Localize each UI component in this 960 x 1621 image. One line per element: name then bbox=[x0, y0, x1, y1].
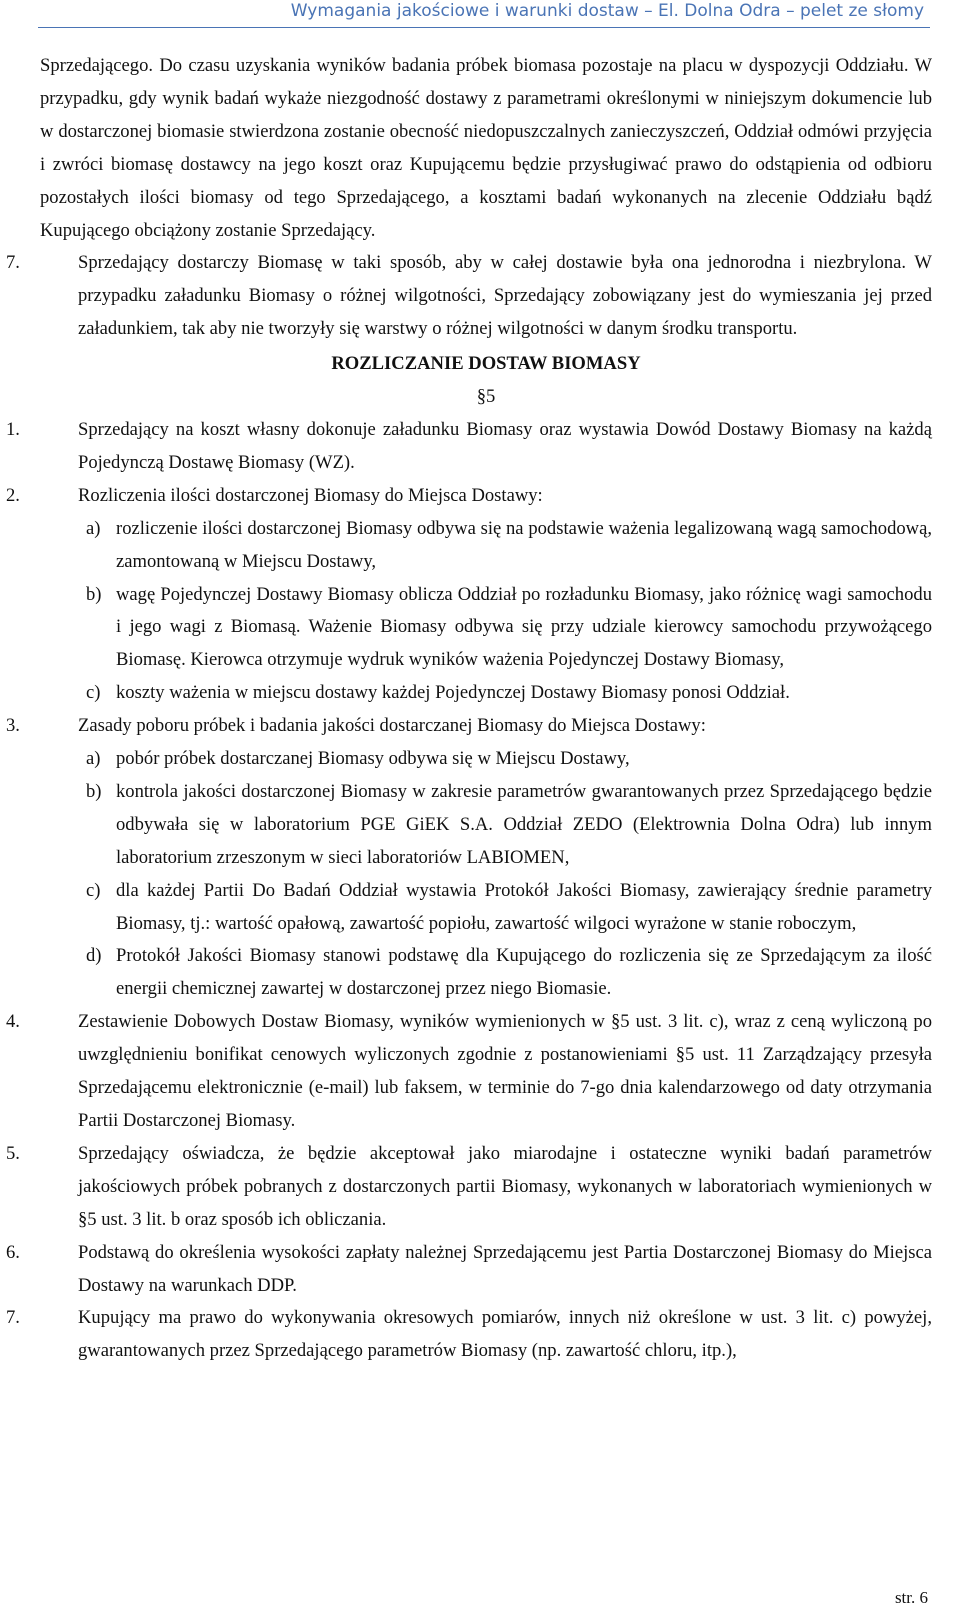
header-rule bbox=[38, 27, 930, 28]
list-item-6 bbox=[6, 1237, 932, 1303]
list-item-5 bbox=[6, 1138, 932, 1237]
paragraph-number: §5 bbox=[476, 386, 496, 408]
sub-letter: c) bbox=[86, 879, 101, 901]
running-header: Wymagania jakościowe i warunki dostaw – El. Dolna Odra – pelet ze słomy bbox=[290, 1, 924, 21]
sub-item-3c bbox=[78, 875, 932, 941]
sub-text: Protokół Jakości Biomasy stanowi podstawę dla Kupującego do rozliczenia się ze Sprzedającym za ilość energii chemicznej zawartej w dostarczonej przez niego Biomasie. bbox=[116, 945, 932, 1000]
list-item-2 bbox=[6, 480, 932, 710]
sub-letter: a) bbox=[86, 748, 101, 770]
list-item-7 bbox=[6, 1302, 932, 1368]
item-number: 7. bbox=[6, 252, 20, 274]
item-text: Sprzedający na koszt własny dokonuje załadunku Biomasy oraz wystawia Dowód Dostawy Biomasy na każdą Pojedynczą Dostawę Biomasy (WZ). bbox=[78, 418, 932, 473]
sub-text: dla każdej Partii Do Badań Oddział wystawia Protokół Jakości Biomasy, zawierający średnie parametry Biomasy, tj.: wartość opałową, zawartość popiołu, zawartość wilgoci wyrażone w stanie roboczym, bbox=[116, 879, 932, 934]
sub-item-2c bbox=[78, 677, 932, 710]
sub-letter: a) bbox=[86, 517, 101, 539]
sub-item-2a bbox=[78, 513, 932, 579]
item-number: 7. bbox=[6, 1307, 20, 1329]
list-item-1 bbox=[6, 414, 932, 480]
item-number: 1. bbox=[6, 418, 20, 440]
item-number: 5. bbox=[6, 1142, 20, 1164]
item-number: 3. bbox=[6, 715, 20, 737]
section-heading: ROZLICZANIE DOSTAW BIOMASY bbox=[331, 353, 641, 375]
sub-text: wagę Pojedynczej Dostawy Biomasy oblicza Oddział po rozładunku Biomasy, jako różnicę wagi samochodu i jego wagi z Biomasą. Ważenie Biomasy odbywa się przy udziale kierowcy samochodu przywożącego Biomasę. Kierowca otrzymuje wydruk wyników ważenia Pojedynczej Dostawy Biomasy, bbox=[116, 583, 932, 671]
sub-text: kontrola jakości dostarczonej Biomasy w zakresie parametrów gwarantowanych przez Sprzedającego będzie odbywała się w laboratorium PGE GiEK S.A. Oddział ZEDO (Elektrownia Dolna Odra) lub innym laboratorium zrzeszonym w sieci laboratoriów LABIOMEN, bbox=[116, 780, 932, 868]
sub-letter: b) bbox=[86, 583, 102, 605]
item-number: 6. bbox=[6, 1241, 20, 1263]
list-item-7-prev bbox=[6, 247, 932, 346]
item-text: Zestawienie Dobowych Dostaw Biomasy, wyników wymienionych w §5 ust. 3 lit. c), wraz z ceną wyliczoną po uwzględnieniu bonifikat cenowych wyliczonych zgodnie z postanowieniami §5 ust. 11 Zarządzający przesyła Sprzedającemu elektronicznie (e-mail) lub faksem, w terminie do 7-go dnia kalendarzowego od daty otrzymania Partii Dostarczonej Biomasy. bbox=[78, 1011, 932, 1131]
continuation-paragraph: Sprzedającego. Do czasu uzyskania wyników badania próbek biomasa pozostaje na placu w dyspozycji Oddziału. W przypadku, gdy wynik badań wykaże niezgodność dostawy z parametrami określonymi w niniejszym dokumencie lub w dostarczonej biomasie stwierdzona zostanie obecność niedopuszczalnych zanieczyszczeń, Oddział odmówi przyjęcia i zwróci biomasę dostawcy na jego koszt oraz Kupującemu będzie przysługiwać prawo do odstąpienia od odbioru pozostałych ilości biomasy od tego Sprzedającego, a kosztami badań wykonanych na zlecenie Oddziału bądź Kupującego obciążony zostanie Sprzedający. bbox=[40, 55, 932, 241]
item-text: Rozliczenia ilości dostarczonej Biomasy do Miejsca Dostawy: bbox=[78, 484, 543, 506]
sub-text: rozliczenie ilości dostarczonej Biomasy odbywa się na podstawie ważenia legalizowaną wagą samochodową, zamontowaną w Miejscu Dostawy, bbox=[116, 517, 932, 572]
sub-text: koszty ważenia w miejscu dostawy każdej Pojedynczej Dostawy Biomasy ponosi Oddział. bbox=[116, 682, 790, 704]
sub-letter: d) bbox=[86, 945, 102, 967]
item-text: Sprzedający dostarczy Biomasę w taki sposób, aby w całej dostawie była ona jednorodna i niezbrylona. W przypadku załadunku Biomasy o różnej wilgotności, Sprzedający zobowiązany jest do wymieszania jej przed załadunkiem, tak aby nie tworzyły się warstwy o różnej wilgotności w danym środku transportu. bbox=[78, 252, 932, 340]
item-number: 4. bbox=[6, 1011, 20, 1033]
item-text: Podstawą do określenia wysokości zapłaty należnej Sprzedającemu jest Partia Dostarczonej Biomasy do Miejsca Dostawy na warunkach DDP. bbox=[78, 1241, 932, 1296]
list-item-4 bbox=[6, 1006, 932, 1138]
item-text: Kupujący ma prawo do wykonywania okresowych pomiarów, innych niż określone w ust. 3 lit. c) powyżej, gwarantowanych przez Sprzedającego parametrów Biomasy (np. zawartość chloru, itp.), bbox=[78, 1307, 932, 1362]
sub-letter: c) bbox=[86, 682, 101, 704]
sub-item-3d bbox=[78, 940, 932, 1006]
list-item-3 bbox=[6, 710, 932, 1006]
sub-item-2b bbox=[78, 579, 932, 678]
sub-letter: b) bbox=[86, 780, 102, 802]
item-text: Zasady poboru próbek i badania jakości dostarczanej Biomasy do Miejsca Dostawy: bbox=[78, 715, 706, 737]
item-text: Sprzedający oświadcza, że będzie akceptował jako miarodajne i ostateczne wyniki badań parametrów jakościowych próbek pobranych z dostarczonych partii Biomasy, wykonanych w laboratoriach wymienionych w §5 ust. 3 lit. b oraz sposób ich obliczania. bbox=[78, 1142, 932, 1230]
sub-text: pobór próbek dostarczanej Biomasy odbywa się w Miejscu Dostawy, bbox=[116, 748, 630, 770]
document-body bbox=[6, 50, 932, 1368]
page-number: str. 6 bbox=[894, 1588, 928, 1607]
sub-item-3b bbox=[78, 776, 932, 875]
item-number: 2. bbox=[6, 484, 20, 506]
sub-item-3a bbox=[78, 743, 932, 776]
